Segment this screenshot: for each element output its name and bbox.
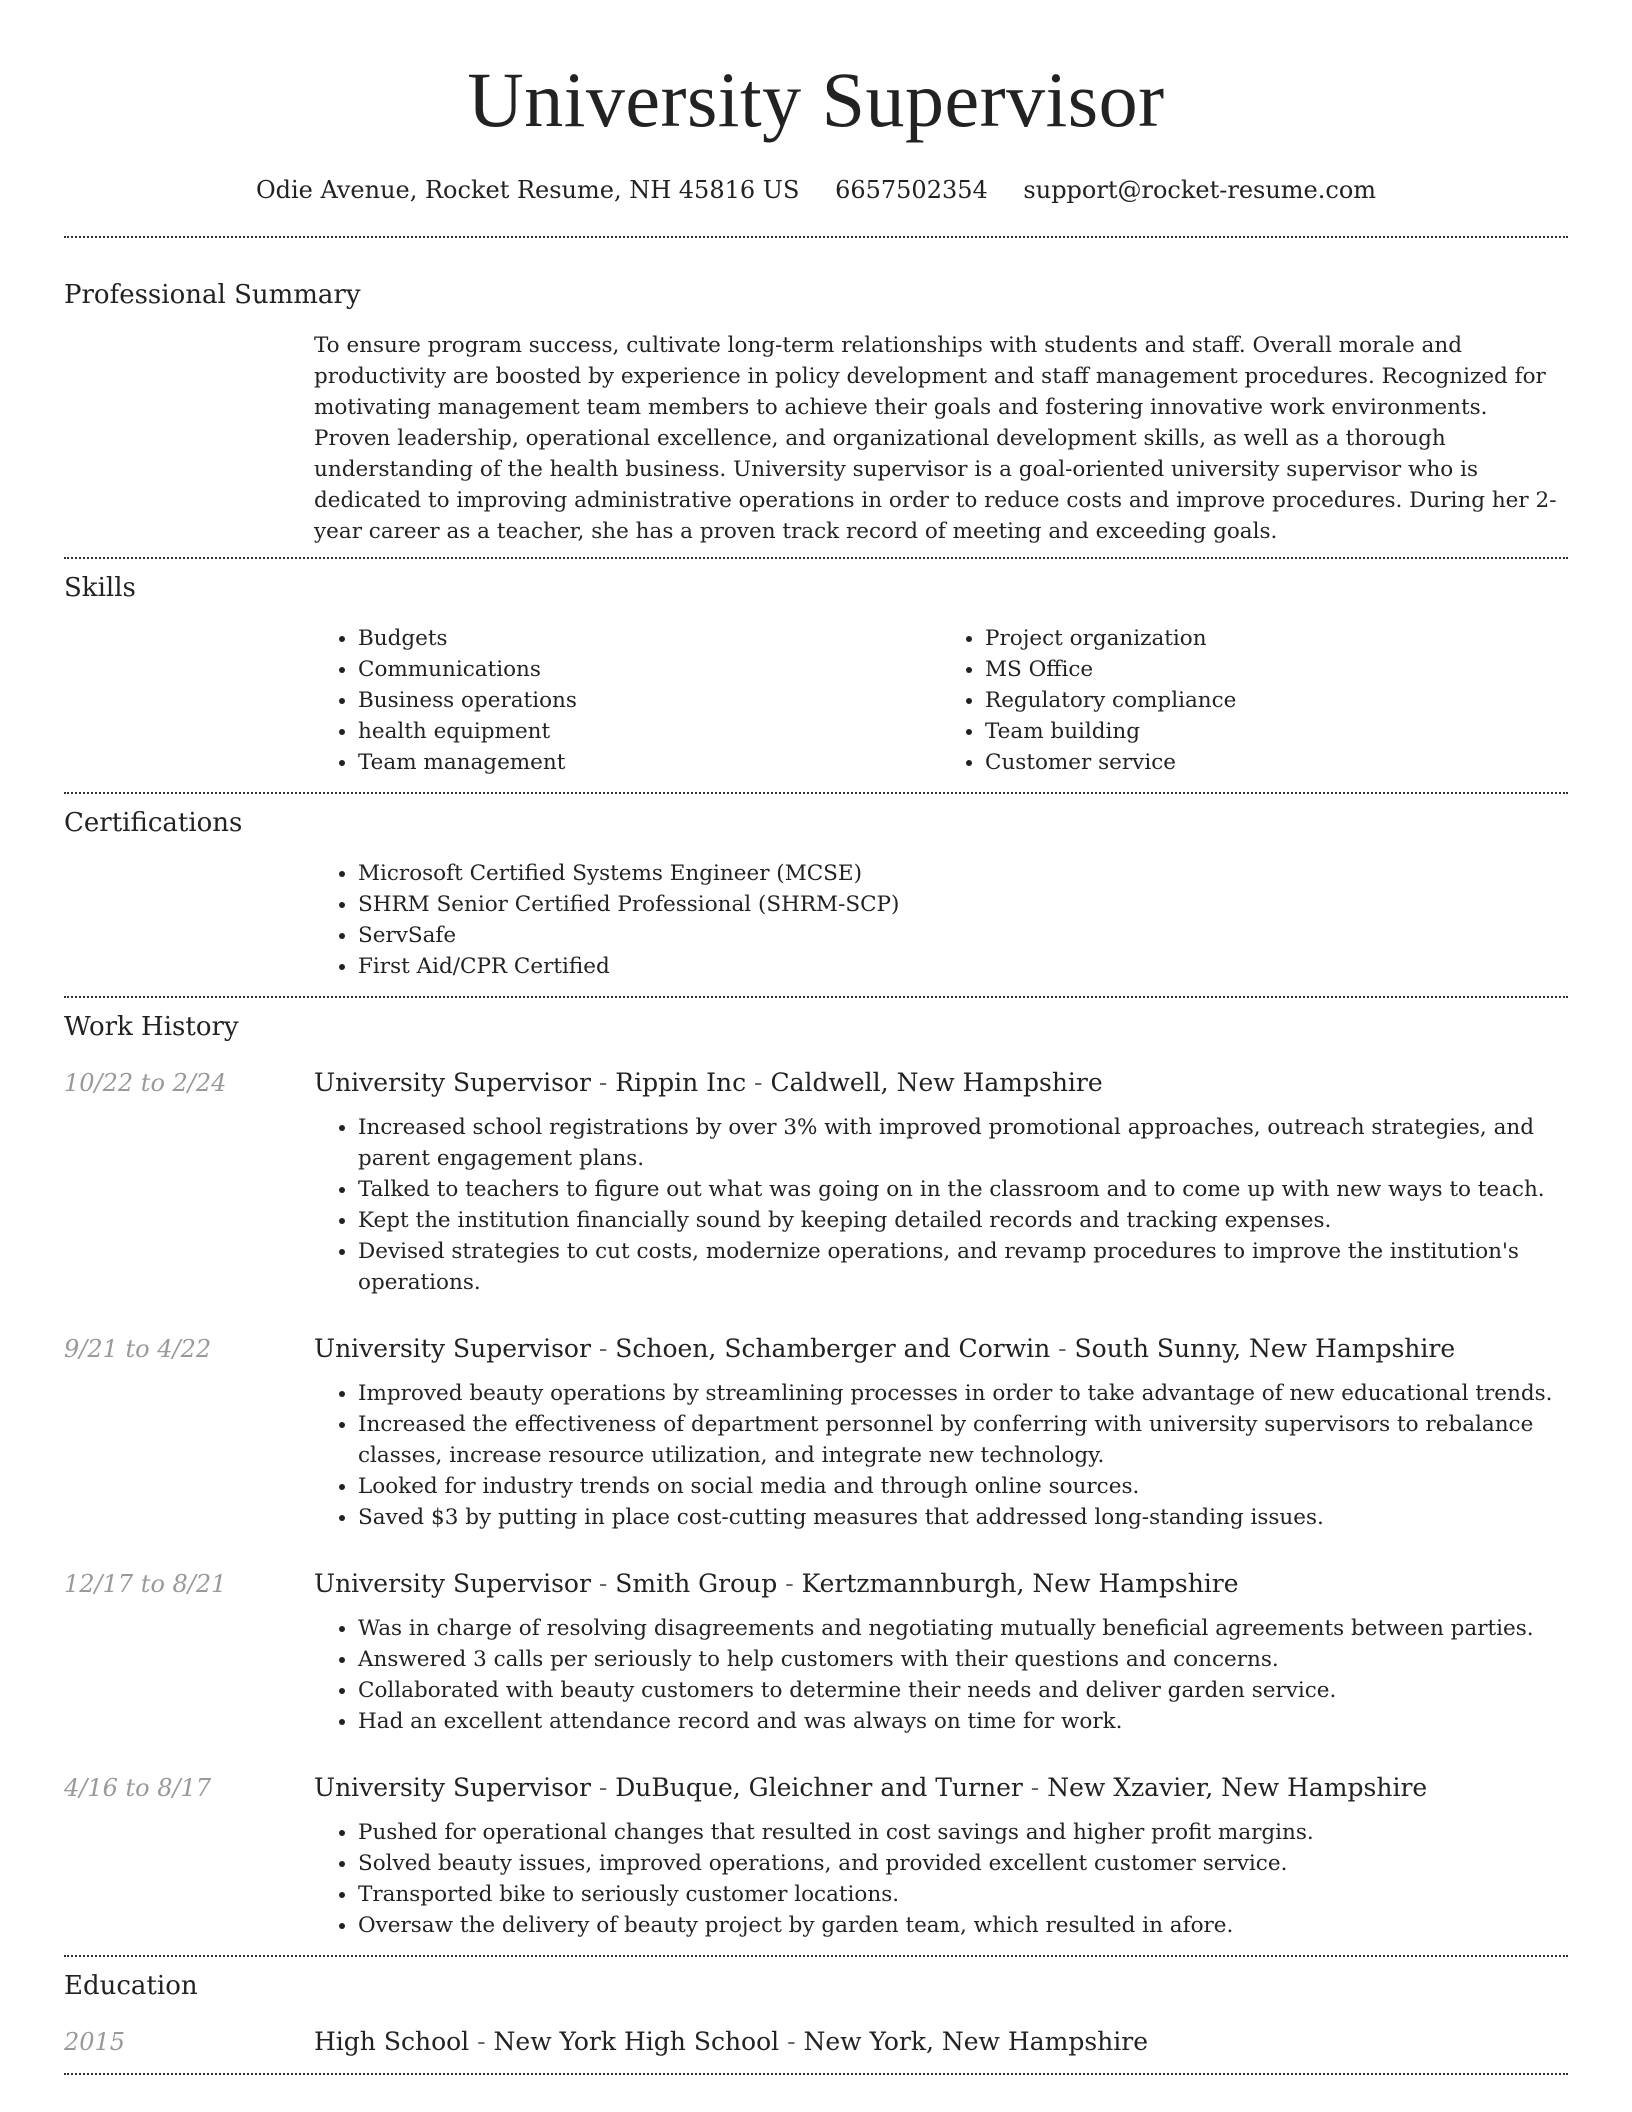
separator: - [590, 1068, 616, 1097]
job-bullets [314, 1817, 1568, 1941]
section-title-summary: Professional Summary [64, 280, 361, 310]
job-body [314, 1567, 1568, 1737]
certifications-section [64, 794, 1568, 982]
job-bullets [314, 1613, 1568, 1737]
job-bullet: • Kept the institution financially sound by keeping detailed records and tracking expenses. [358, 1205, 1568, 1236]
skill-item: • Project organization [985, 623, 1568, 654]
job-bullet: • Solved beauty issues, improved operations, and provided excellent customer service. [358, 1848, 1568, 1879]
job-date: 12/17 to 8/21 [64, 1570, 227, 1598]
certification-item: • SHRM Senior Certified Professional (SHRM-SCP) [358, 889, 1568, 920]
job-bullet: • Improved beauty operations by streamlining processes in order to take advantage of new educational trends. [358, 1378, 1568, 1409]
job-entry [64, 1332, 1568, 1533]
job-entry [64, 1066, 1568, 1298]
summary-text: To ensure program success, cultivate long-term relationships with students and staff. Overall morale and productivity are boosted by experience in policy development and staff management procedures. Recognized for motivating management team members to achieve their goals and fostering innovative work environments. Proven leadership, operational excellence, and organizational development skills, as well as a thorough understanding of the health business. University supervisor is a goal-oriented university supervisor who is dedicated to improving administrative operations in order to reduce costs and improve procedures. During her 2-year career as a teacher, she has a proven track record of meeting and exceeding goals. [314, 333, 1557, 544]
skill-item: • health equipment [358, 716, 941, 747]
job-location: South Sunny, New Hampshire [1074, 1334, 1456, 1363]
job-date: 4/16 to 8/17 [64, 1774, 212, 1802]
section-title-skills: Skills [64, 573, 136, 603]
job-body [314, 1332, 1568, 1533]
skills-list-right [941, 623, 1568, 778]
separator: - [779, 2027, 804, 2056]
resume-name: University Supervisor [467, 56, 1165, 143]
job-title [314, 1332, 1568, 1366]
skill-item: • Communications [358, 654, 941, 685]
job-location: Kertzmannburgh, New Hampshire [801, 1569, 1239, 1598]
separator: - [1022, 1773, 1048, 1802]
job-bullet: • Transported bike to seriously customer locations. [358, 1879, 1568, 1910]
email: support@rocket-resume.com [1023, 176, 1377, 204]
job-bullet: • Answered 3 calls per seriously to help customers with their questions and concerns. [358, 1644, 1568, 1675]
job-role: University Supervisor [314, 1068, 591, 1097]
job-role: University Supervisor [314, 1569, 591, 1598]
skill-item: • Business operations [358, 685, 941, 716]
education-date: 2015 [64, 2028, 126, 2056]
separator: - [590, 1334, 616, 1363]
address: Odie Avenue, Rocket Resume, NH 45816 US [255, 176, 800, 204]
education-body [314, 2025, 1568, 2059]
education-entry [64, 2025, 1568, 2059]
job-title [314, 1771, 1568, 1805]
job-bullets [314, 1112, 1568, 1298]
education-location: New York, New Hampshire [803, 2027, 1148, 2056]
job-bullet: • Increased the effectiveness of department personnel by conferring with university supervisors to rebalance classes, increase resource utilization, and integrate new technology. [358, 1409, 1568, 1471]
job-body [314, 1771, 1568, 1941]
job-bullet: • Collaborated with beauty customers to determine their needs and deliver garden service. [358, 1675, 1568, 1706]
skill-item: • Team management [358, 747, 941, 778]
job-location: New Xzavier, New Hampshire [1047, 1773, 1428, 1802]
separator: - [469, 2027, 494, 2056]
job-company: Schoen, Schamberger and Corwin [615, 1334, 1051, 1363]
separator: - [746, 1068, 771, 1097]
job-date: 10/22 to 2/24 [64, 1069, 227, 1097]
job-bullet: • Looked for industry trends on social media and through online sources. [358, 1471, 1568, 1502]
job-bullet: • Pushed for operational changes that resulted in cost savings and higher profit margins. [358, 1817, 1568, 1848]
job-role: University Supervisor [314, 1773, 591, 1802]
job-location: Caldwell, New Hampshire [770, 1068, 1103, 1097]
education-section [64, 1957, 1568, 2059]
work-history-section [64, 998, 1568, 1941]
contact-line [64, 148, 1568, 206]
skills-columns [314, 623, 1568, 778]
separator: - [777, 1569, 802, 1598]
certification-item: • ServSafe [358, 920, 1568, 951]
skill-item: • Team building [985, 716, 1568, 747]
job-date: 9/21 to 4/22 [64, 1335, 212, 1363]
job-bullet: • Talked to teachers to figure out what was going on in the classroom and to come up with new ways to teach. [358, 1174, 1568, 1205]
skill-item: • Budgets [358, 623, 941, 654]
job-body [314, 1066, 1568, 1298]
skill-item: • Regulatory compliance [985, 685, 1568, 716]
education-degree: High School [314, 2027, 470, 2056]
separator: - [590, 1569, 616, 1598]
job-entry [64, 1567, 1568, 1737]
section-title-education: Education [64, 1971, 198, 2001]
job-bullet: • Oversaw the delivery of beauty project by garden team, which resulted in afore. [358, 1910, 1568, 1941]
job-title [314, 1567, 1568, 1601]
job-bullets [314, 1378, 1568, 1533]
job-bullet: • Was in charge of resolving disagreements and negotiating mutually beneficial agreements between parties. [358, 1613, 1568, 1644]
divider [64, 2073, 1568, 2075]
job-company: DuBuque, Gleichner and Turner [615, 1773, 1023, 1802]
phone: 6657502354 [835, 176, 988, 204]
job-company: Smith Group [615, 1569, 778, 1598]
job-bullet: • Increased school registrations by over 3% with improved promotional approaches, outreach strategies, and parent engagement plans. [358, 1112, 1568, 1174]
section-title-work-history: Work History [64, 1012, 239, 1042]
education-title [314, 2025, 1568, 2059]
skill-item: • MS Office [985, 654, 1568, 685]
skill-item: • Customer service [985, 747, 1568, 778]
skills-section [64, 559, 1568, 778]
job-role: University Supervisor [314, 1334, 591, 1363]
job-bullet: • Saved $3 by putting in place cost-cutting measures that addressed long-standing issues. [358, 1502, 1568, 1533]
section-title-certifications: Certifications [64, 808, 243, 838]
job-bullet: • Had an excellent attendance record and was always on time for work. [358, 1706, 1568, 1737]
job-company: Rippin Inc [615, 1068, 747, 1097]
separator: - [1050, 1334, 1075, 1363]
separator: - [590, 1773, 616, 1802]
job-entry [64, 1771, 1568, 1941]
certification-item: • Microsoft Certified Systems Engineer (MCSE) [358, 858, 1568, 889]
summary-section [64, 238, 1568, 547]
job-title [314, 1066, 1568, 1100]
certification-item: • First Aid/CPR Certified [358, 951, 1568, 982]
education-school: New York High School [493, 2027, 780, 2056]
certifications-list [314, 858, 1568, 982]
job-bullet: • Devised strategies to cut costs, modernize operations, and revamp procedures to improve the institution's operations. [358, 1236, 1568, 1298]
skills-list-left [314, 623, 941, 778]
